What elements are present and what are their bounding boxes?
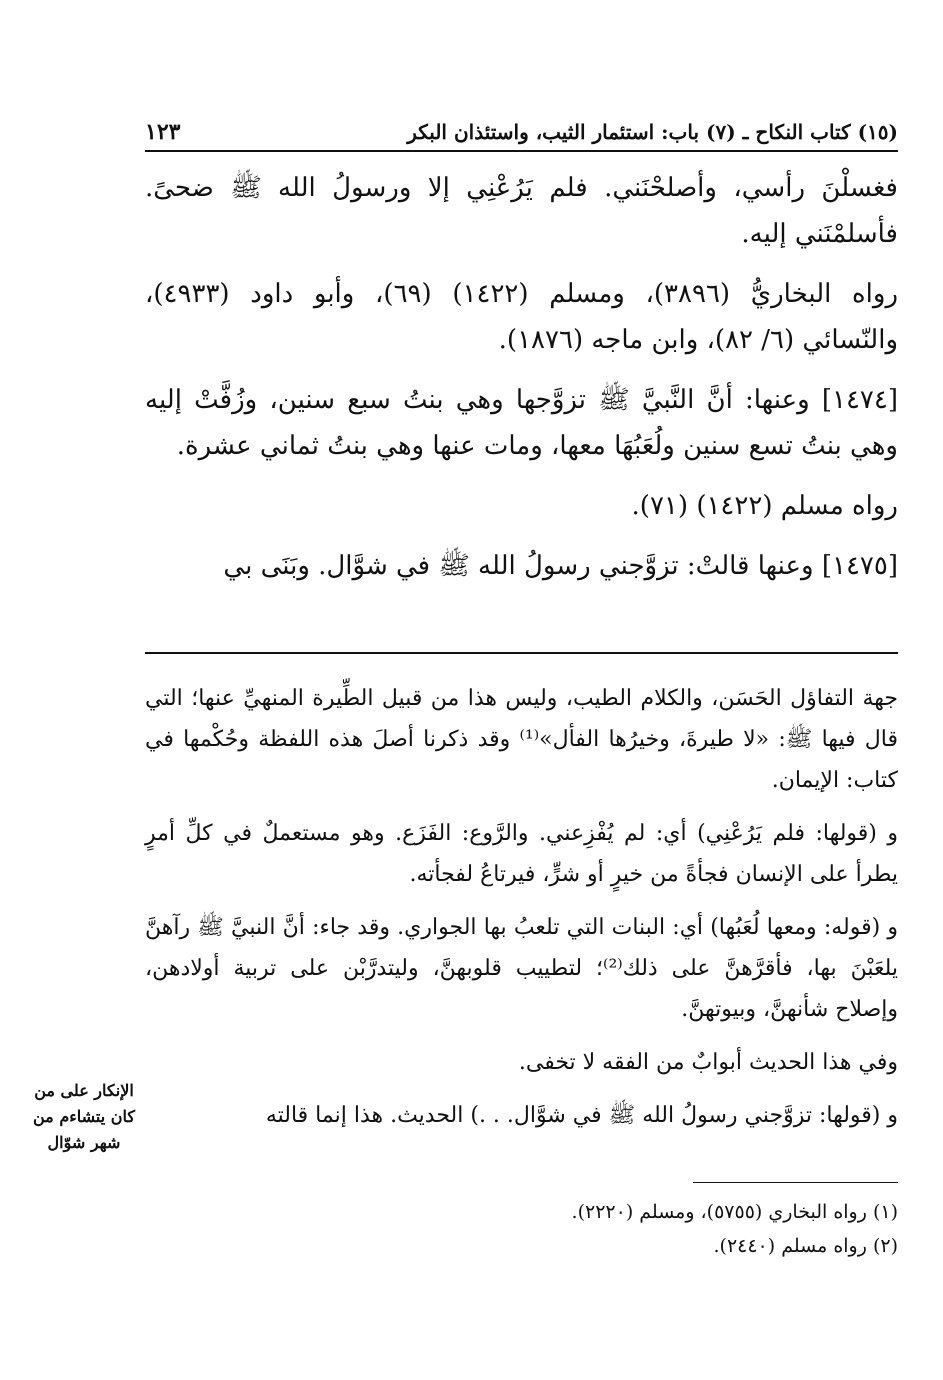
margin-note [18, 1078, 150, 1156]
header-rule [145, 150, 898, 152]
hadith-text [145, 165, 898, 603]
main-paragraph: فغسلْنَ رأسي، وأصلحْنَني. فلم يَرُعْنِي إلا ورسولُ الله ﷺ ضحىً. فأسلمْنَني إليه. [145, 173, 898, 249]
margin-note-line: شهر شوّال [47, 1133, 121, 1152]
footnotes [145, 1195, 898, 1263]
footnote: (٢) رواه مسلم (٢٤٤٠). [713, 1235, 898, 1257]
commentary-paragraph: و (قولها: فلم يَرُعْنِي) أي: لم يُفْزِعني. والرَّوع: الفَزَع. وهو مستعملٌ في كلِّ أمرٍ يطرأ على الإنسان فجأةً من خيرٍ أو شرٍّ، فيرتاعُ لفجأته. [145, 821, 898, 887]
main-paragraph: رواه مسلم (١٤٢٢) (٧١). [631, 491, 898, 521]
footnote: (١) رواه البخاري (٥٧٥٥)، ومسلم (٢٢٢٠). [571, 1201, 898, 1223]
commentary-paragraph: جهة التفاؤل الحَسَن، والكلام الطيب، وليس هذا من قبيل الطِّيرة المنهيِّ عنها؛ التي قال فيها ﷺ: «لا طيرةَ، وخيرُها الفأل»⁽¹⁾ وقد ذكرنا أصلَ هذه اللفظة وحُكْمها في كتاب: الإيمان. [145, 686, 898, 793]
page-number: ١٢٣ [145, 119, 181, 145]
margin-note-line: كان يتشاءم من [33, 1107, 135, 1126]
commentary-paragraph: و (قوله: ومعها لُعَبُها) أي: البنات التي تلعبُ بها الجواري. وقد جاء: أنَّ النبيَّ ﷺ رآهنَّ يلعَبْنَ بها، فأقرَّهنَّ على ذلك⁽²⁾؛ لتطييب قلوبهنَّ، وليتدرَّبْن على تربية أولادهن، وإصلاح شأنهنَّ، وبيوتهنَّ. [145, 915, 898, 1022]
main-paragraph: [١٤٧٤] وعنها: أنَّ النَّبيَّ ﷺ تزوَّجها وهي بنتُ سبع سنين، وزُفَّتْ إليه وهي بنتُ تسع سنين ولُعَبُهَا معها، ومات عنها وهي بنتُ ثماني عشرة. [145, 385, 898, 461]
commentary-text [145, 678, 898, 1148]
page-header [145, 116, 898, 148]
main-paragraph: رواه البخاريُّ (٣٨٩٦)، ومسلم (١٤٢٢) (٦٩)، وأبو داود (٤٩٣٣)، والنّسائي (٦/ ٨٢)، وابن ماجه (١٨٧٦). [145, 279, 899, 355]
margin-note-line: الإنكار على من [34, 1081, 134, 1100]
running-title: (١٥) كتاب النكاح ـ (٧) باب: استئمار الثيب، واستئذان البكر [407, 120, 898, 144]
main-paragraph: [١٤٧٥] وعنها قالتْ: تزوَّجني رسولُ الله ﷺ في شوَّال. وبَنَى بي [223, 551, 898, 581]
footnote-rule [693, 1182, 898, 1183]
commentary-paragraph: و (قولها: تزوَّجني رسولُ الله ﷺ في شوَّال. . .) الحديث. هذا إنما قالته [265, 1103, 898, 1128]
section-divider [145, 652, 898, 654]
commentary-paragraph: وفي هذا الحديث أبوابٌ من الفقه لا تخفى. [518, 1050, 898, 1075]
